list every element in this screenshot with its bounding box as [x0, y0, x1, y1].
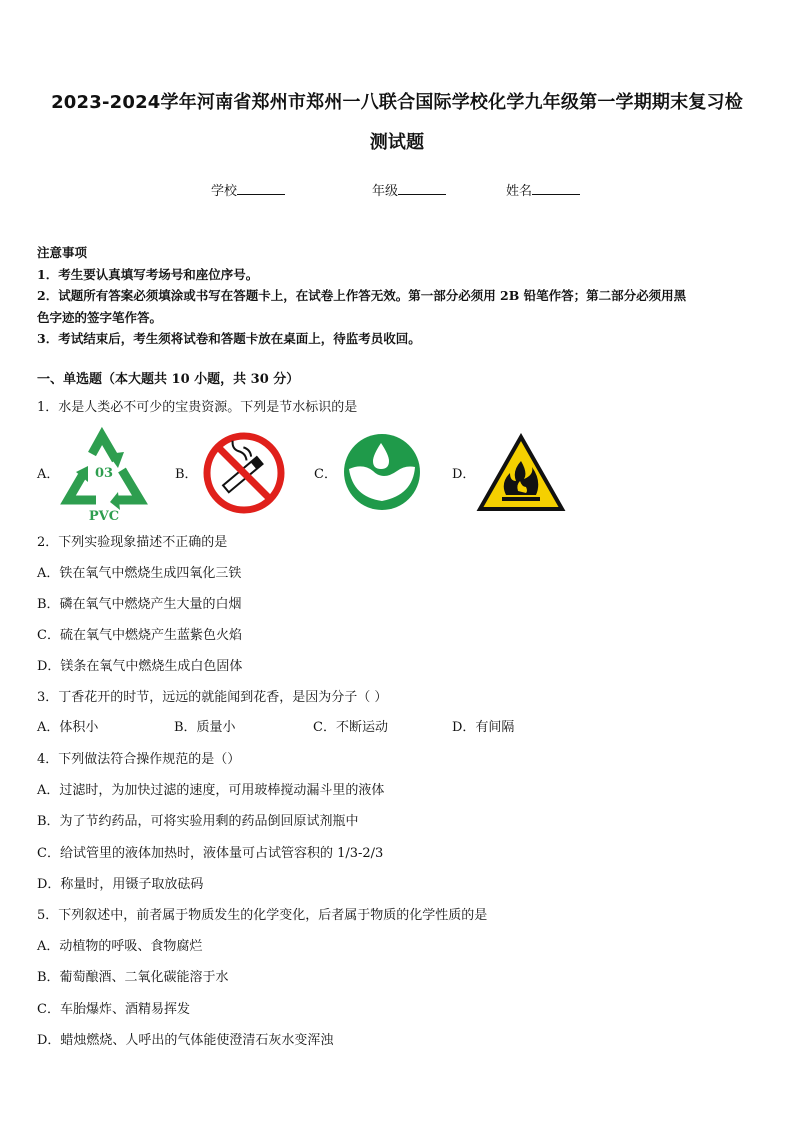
q2-option-b[interactable]: B．磷在氧气中燃烧产生大量的白烟: [37, 597, 242, 612]
name-label: 姓名: [506, 184, 533, 199]
exam-title-line1: 2023-2024学年河南省郑州市郑州一八联合国际学校化学九年级第一学期期末复习检: [51, 92, 743, 113]
notice-item: 1．考生要认真填写考场号和座位序号。: [37, 266, 259, 282]
q4-option-c[interactable]: C．给试管里的液体加热时，液体量可占试管容积的 1/3-2/3: [37, 846, 384, 861]
section-heading: 一、单选题（本大题共 10 小题，共 30 分）: [37, 372, 300, 387]
q3-options: [37, 716, 757, 736]
name-blank[interactable]: [532, 182, 580, 195]
notice-heading: 注意事项: [37, 245, 88, 260]
name-field[interactable]: [506, 180, 580, 199]
grade-field[interactable]: [372, 180, 446, 199]
q2-stem: 2．下列实验现象描述不正确的是: [37, 535, 228, 550]
q3-stem: 3．丁香花开的时节，远远的就能闻到花香，是因为分子（ ）: [37, 690, 388, 705]
school-label: 学校: [211, 184, 238, 199]
notice-item: 2．试题所有答案必须填涂或书写在答题卡上，在试卷上作答无效。第一部分必须用 2B 铅笔作答；第二部分必须用黑: [37, 288, 687, 303]
recycle-pvc-icon[interactable]: [58, 424, 150, 524]
q2-option-a[interactable]: A．铁在氧气中燃烧生成四氧化三铁: [37, 566, 242, 581]
q2-option-c[interactable]: C．硫在氧气中燃烧产生蓝紫色火焰: [37, 628, 242, 643]
q5-option-c[interactable]: C．车胎爆炸、酒精易挥发: [37, 1002, 190, 1017]
q1-option-d-label[interactable]: D．: [452, 467, 476, 482]
q4-option-b[interactable]: B．为了节约药品，可将实验用剩的药品倒回原试剂瓶中: [37, 814, 359, 829]
grade-label: 年级: [372, 184, 399, 199]
school-field[interactable]: [211, 180, 285, 199]
q5-option-d[interactable]: D．蜡烛燃烧、人呼出的气体能使澄清石灰水变浑浊: [37, 1033, 334, 1048]
recycle-code: PVC: [88, 509, 120, 524]
q4-option-d[interactable]: D．称量时，用镊子取放砝码: [37, 877, 204, 892]
q4-option-a[interactable]: A．过滤时，为加快过滤的速度，可用玻棒搅动漏斗里的液体: [37, 783, 385, 798]
recycle-number: 03: [94, 466, 114, 481]
q3-option-c[interactable]: C．不断运动: [313, 720, 388, 735]
q5-stem: 5．下列叙述中，前者属于物质发生的化学变化，后者属于物质的化学性质的是: [37, 908, 488, 923]
q5-option-a[interactable]: A．动植物的呼吸、食物腐烂: [37, 939, 203, 954]
flammable-warning-icon[interactable]: [476, 433, 566, 513]
no-smoking-icon[interactable]: [202, 431, 286, 515]
notice-block: [37, 242, 759, 350]
q4-stem: 4．下列做法符合操作规范的是（）: [37, 752, 241, 767]
q1-option-c-label[interactable]: C．: [314, 467, 337, 482]
q1-option-a-label[interactable]: A．: [37, 467, 60, 482]
q3-option-a[interactable]: A．体积小: [37, 720, 99, 735]
q3-option-d[interactable]: D．有间隔: [452, 720, 515, 735]
water-saving-icon[interactable]: [343, 433, 421, 511]
q5-option-b[interactable]: B．葡萄酿酒、二氧化碳能溶于水: [37, 970, 229, 985]
q2-option-d[interactable]: D．镁条在氧气中燃烧生成白色固体: [37, 659, 243, 674]
notice-item: 3．考试结束后，考生须将试卷和答题卡放在桌面上，待监考员收回。: [37, 331, 421, 346]
grade-blank[interactable]: [398, 182, 446, 195]
exam-title-line2: 测试题: [369, 132, 425, 153]
school-blank[interactable]: [237, 182, 285, 195]
q1-option-b-label[interactable]: B．: [175, 467, 198, 482]
notice-item: 色字迹的签字笔作答。: [37, 309, 163, 325]
q3-option-b[interactable]: B．质量小: [174, 720, 236, 735]
q1-stem: 1．水是人类必不可少的宝贵资源。下列是节水标识的是: [37, 400, 358, 415]
